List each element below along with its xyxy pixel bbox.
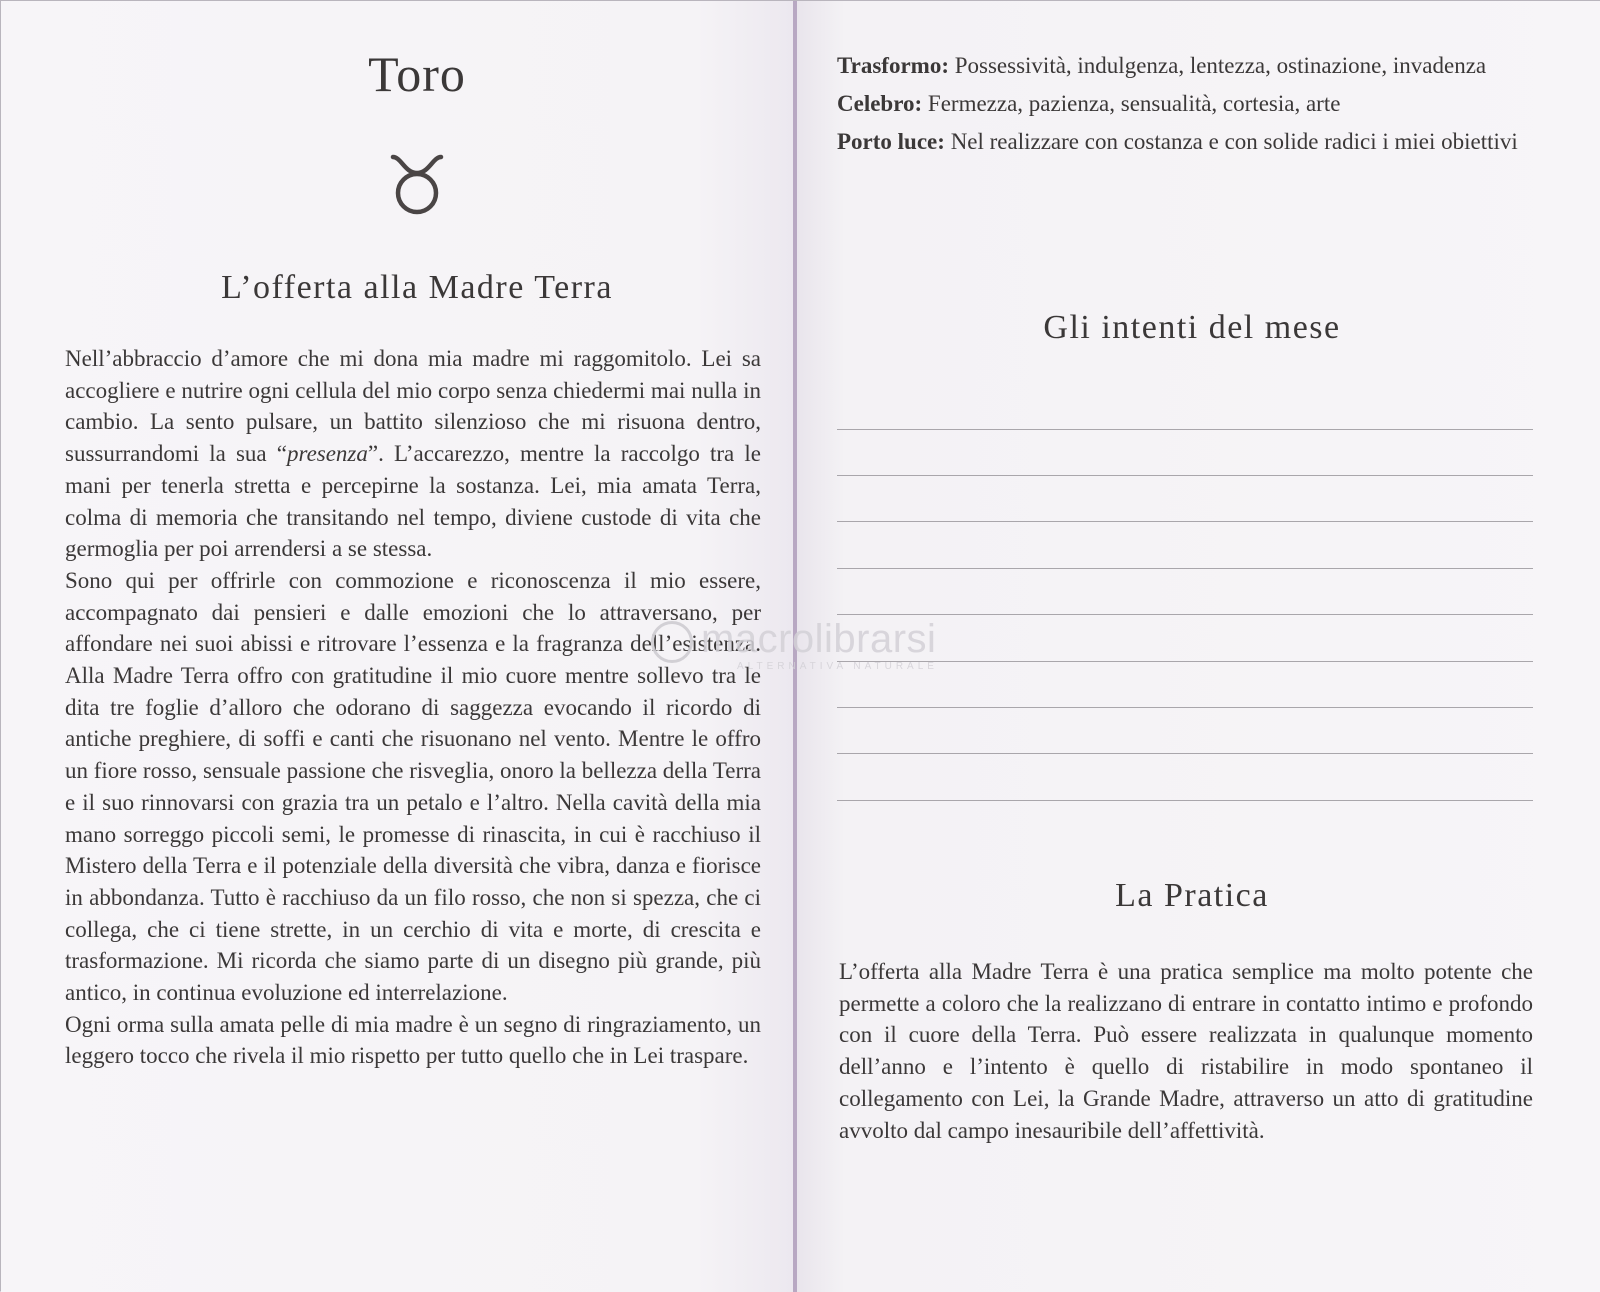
writing-line (837, 429, 1533, 430)
writing-line (837, 568, 1533, 569)
pratica-text (839, 956, 1533, 1146)
writing-line (837, 521, 1533, 522)
section-title-pratica: La Pratica (1115, 877, 1269, 914)
section-title-offerta: L’offerta alla Madre Terra (221, 269, 613, 306)
attribute-value: Fermezza, pazienza, sensualità, cortesia, arte (922, 91, 1341, 116)
attribute-value: Possessività, indulgenza, lentezza, ostinazione, invadenza (948, 53, 1487, 78)
sign-attributes (837, 49, 1533, 163)
taurus-sign-icon (389, 151, 445, 217)
attribute-porto-luce (837, 125, 1533, 158)
watermark (651, 617, 971, 672)
offerta-text (65, 343, 761, 1072)
section-title-intenti: Gli intenti del mese (1043, 309, 1341, 346)
writing-line (837, 614, 1533, 615)
attribute-key: Celebro: (837, 91, 923, 116)
paragraph: L’offerta alla Madre Terra è una pratica semplice ma molto potente che permette a coloro che la realizzano di entrare in contatto intimo e profondo con il cuore della Terra. Può essere realizzata in qualunque momento dell’anno e l’intento è quello di ristabilire in modo spontaneo il collegamento con Lei, la Grande Madre, attraverso un atto di gratitudine avvolto dal campo inesauribile dell’affettività. (839, 959, 1533, 1143)
writing-line (837, 753, 1533, 754)
page-title: Toro (368, 46, 466, 102)
paragraph-text: Nell’abbraccio d’amore che mi dona mia madre mi raggomitolo. Lei sa accogliere e nutrire ogni cellula del mio corpo senza chiedermi mai nulla in cambio. La sento pulsare, un battito silenzioso che mi risuona dentro, sussurrandomi la sua “ (65, 346, 761, 467)
paragraph (65, 343, 761, 565)
italic-word: presenza (286, 441, 368, 467)
writing-line (837, 475, 1533, 476)
writing-line (837, 800, 1533, 801)
attribute-key: Trasformo: (837, 53, 949, 78)
paragraph: Ogni orma sulla amata pelle di mia madre è un segno di ringraziamento, un leggero tocco che rivela il mio rispetto per tutto quello che in Lei traspare. (65, 1011, 761, 1069)
watermark-logo-icon (651, 621, 693, 663)
watermark-tagline: ALTERNATIVA NATURALE (737, 661, 938, 672)
attribute-value: Nel realizzare con costanza e con solide radici i miei obiettivi (944, 129, 1518, 154)
watermark-brand: macrolibrarsi (701, 617, 937, 661)
paragraph-text: ”. L’accarezzo, mentre la raccolgo tra le mani per tenerla stretta e percepirne la sostanza. Lei, mia amata Terra, colma di memoria che transitando nel tempo, diviene custode di vita che germoglia per poi arrendersi a se stessa. (65, 441, 761, 562)
attribute-key: Porto luce: (837, 129, 945, 154)
writing-line (837, 707, 1533, 708)
attribute-celebro (837, 87, 1533, 120)
attribute-trasformo (837, 49, 1533, 82)
paragraph: Sono qui per offrirle con commozione e riconoscenza il mio essere, accompagnato dai pensieri e dalle emozioni che lo attraversano, per affondare nei suoi abissi e ritrovare l’essenza e la fragranza dell’esistenza. Alla Madre Terra offro con gratitudine il mio cuore mentre sollevo tra le dita tre foglie d’alloro che odorano di saggezza evocando il ricordo di antiche preghiere, di soffi e canti che risuonano nel vento. Mentre le offro un fiore rosso, sensuale passione che risveglia, onoro la bellezza della Terra e il suo rinnovarsi con grazia tra un petalo e l’altro. Nella cavità della mia mano sorreggo piccoli semi, le promesse di rinascita, in cui è racchiuso il Mistero della Terra e il potenziale della diversità che vibra, danza e fiorisce in abbondanza. Tutto è racchiuso da un filo rosso, che non si spezza, che ci collega, che ci tiene strette, in un cerchio di vita e morte, di crescita e trasformazione. Mi ricorda che siamo parte di un disegno più grande, più antico, in continua evoluzione ed interrelazione. (65, 567, 762, 1006)
